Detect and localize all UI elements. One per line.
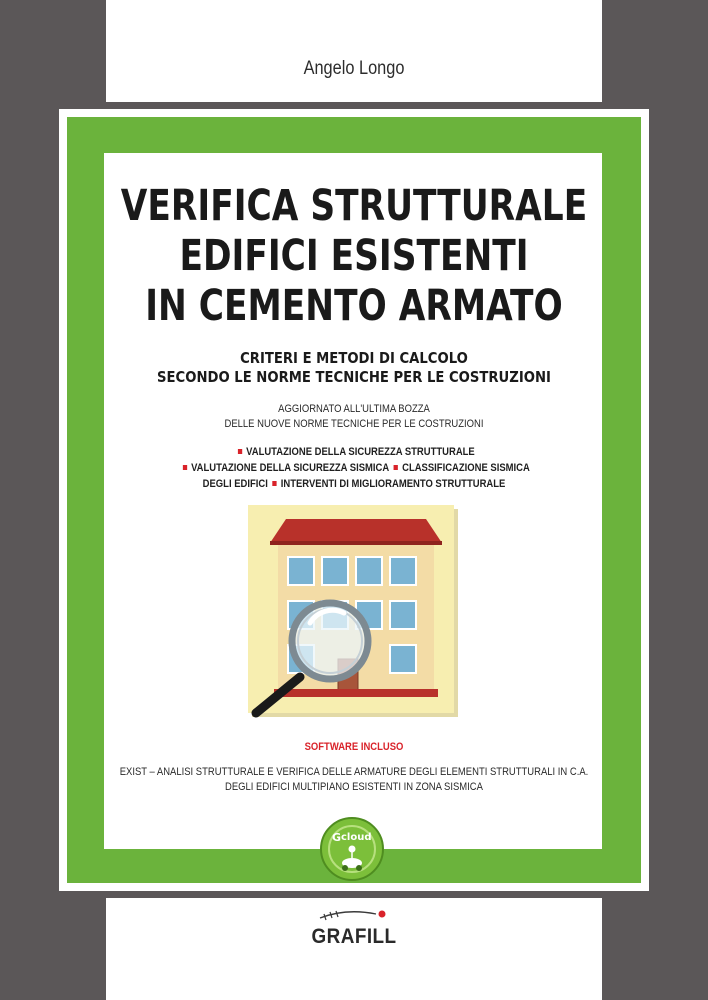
book-title-line-1: VERIFICA STRUTTURALE [120,181,588,231]
software-heading: SOFTWARE INCLUSO [304,741,404,753]
cloud-badge-icon [319,816,385,882]
badge-letter: G [332,831,342,844]
red-bullet [182,465,186,470]
badge-text: cloud [341,832,372,843]
book-title-line-3: IN CEMENTO ARMATO [145,281,563,331]
red-bullet [272,481,276,486]
topic-item: INTERVENTI DI MIGLIORAMENTO STRUTTURALE [280,478,506,490]
software-description-line-2: DEGLI EDIFICI MULTIPIANO ESISTENTI IN ZONA SISMICA [225,781,483,793]
red-bullet [238,449,242,454]
building-illustration [248,505,460,719]
topic-item: VALUTAZIONE DELLA SICUREZZA STRUTTURALE [246,446,475,458]
topics-line-3 [50,476,659,492]
bottom-publisher-band [106,898,602,1000]
author-name: Angelo Longo [303,58,405,79]
subtitle-line-1: CRITERI E METODI DI CALCOLO [240,349,468,367]
topics-line-2 [50,460,659,476]
subtitle-line-2: SECONDO LE NORME TECNICHE PER LE COSTRUZIONI [157,368,551,386]
top-author-band [106,0,602,102]
software-description-line-1: EXIST – ANALISI STRUTTURALE E VERIFICA DELLE ARMATURE DEGLI ELEMENTI STRUTTURALI IN C.A. [119,766,589,778]
update-note-line-1: AGGIORNATO ALL'ULTIMA BOZZA [278,403,430,415]
red-bullet [394,465,398,470]
publisher-name: GRAFILL [311,925,397,948]
topic-item: VALUTAZIONE DELLA SICUREZZA SISMICA [191,462,390,474]
topic-item: CLASSIFICAZIONE SISMICA [402,462,530,474]
book-title-line-2: EDIFICI ESISTENTI [179,231,529,281]
update-note-line-2: DELLE NUOVE NORME TECNICHE PER LE COSTRUZIONI [224,418,484,430]
topics-line-1 [50,444,659,460]
topic-item: DEGLI EDIFICI [202,478,268,490]
